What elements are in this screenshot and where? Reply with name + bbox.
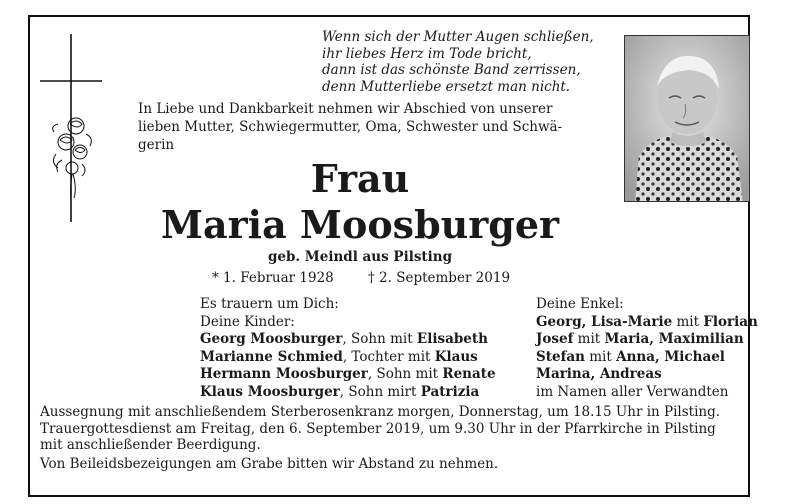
grandchildren-heading: Deine Enkel: (536, 296, 624, 312)
mourners-heading: Es trauern um Dich: (200, 296, 339, 312)
children-heading: Deine Kinder: (200, 313, 295, 330)
mourner-name: Georg Moosburger (200, 331, 343, 347)
poem-line: ihr liebes Herz im Tode bricht, (322, 45, 532, 62)
mourner-relation: , Sohn mit (342, 331, 417, 347)
mourners-children (200, 296, 520, 401)
service-info (40, 404, 748, 454)
birth-date: * 1. Februar 1928 (212, 270, 334, 286)
mourner-partner: Renate (442, 366, 496, 382)
grandchild-line (536, 331, 756, 349)
service-line: mit anschließender Beerdigung. (40, 437, 261, 453)
intro-line: lieben Mutter, Schwiegermutter, Oma, Schwester und Schwä- (138, 119, 563, 135)
cross-with-roses-icon (36, 34, 106, 224)
mourners-grandchildren (536, 296, 756, 401)
grandchild-line (536, 349, 756, 367)
mourner-name: Marianne Schmied (200, 348, 343, 365)
grandchild-line (536, 314, 756, 332)
grandchild-partner: Florian (703, 313, 758, 330)
mourner-line (200, 331, 520, 349)
grandchild-with: mit (584, 348, 617, 365)
grandchild-with: mit (672, 313, 704, 330)
portrait-photo (624, 35, 750, 202)
service-line: Aussegnung mit anschließendem Sterberosenkranz morgen, Donnerstag, um 18.15 Uhr in Pilsting. (40, 404, 721, 420)
mourner-relation: , Sohn mirt (339, 383, 421, 400)
deceased-name: Maria Moosburger (160, 202, 560, 247)
mourner-partner: Klaus (434, 348, 478, 365)
poem-line: denn Mutterliebe ersetzt man nicht. (322, 78, 571, 95)
title-salutation: Frau (310, 156, 410, 201)
relatives-line: im Namen aller Verwandten (536, 383, 729, 400)
poem-line: Wenn sich der Mutter Augen schließen, (322, 29, 594, 45)
intro-text (138, 100, 590, 154)
grandchild-names: Georg, Lisa-Marie (536, 313, 673, 330)
death-date: † 2. September 2019 (368, 270, 511, 286)
condolence-note: Von Beileidsbezeigungen am Grabe bitten wir Abstand zu nehmen. (40, 456, 499, 472)
grandchild-with: mit (573, 331, 605, 347)
grandchild-names: Stefan (536, 348, 585, 365)
mourner-name: Klaus Moosburger (200, 383, 340, 400)
mourner-line (200, 384, 520, 402)
grandchild-partner: Maria, Maximilian (604, 331, 744, 347)
poem (322, 29, 602, 95)
mourner-partner: Elisabeth (416, 331, 488, 347)
grandchild-names: Josef (536, 331, 574, 347)
intro-line: gerin (138, 137, 175, 153)
birth-name: geb. Meindl aus Pilsting (267, 249, 453, 265)
grandchild-names: Marina, Andreas (536, 366, 662, 382)
mourner-relation: , Sohn mit (367, 366, 443, 382)
mourner-partner: Patrizia (420, 383, 480, 400)
mourner-line (200, 349, 520, 367)
mourner-name: Hermann Moosburger (200, 366, 368, 382)
mourner-line (200, 366, 520, 384)
grandchild-line (536, 366, 756, 384)
grandchild-partner: Anna, Michael (616, 348, 725, 365)
service-line: Trauergottesdienst am Freitag, den 6. September 2019, um 9.30 Uhr in der Pfarrkirche in Pilsting (40, 420, 716, 437)
intro-line: In Liebe und Dankbarkeit nehmen wir Abschied von unserer (138, 101, 553, 117)
mourner-relation: , Tochter mit (342, 348, 435, 365)
poem-line: dann ist das schönste Band zerrissen, (322, 62, 581, 78)
